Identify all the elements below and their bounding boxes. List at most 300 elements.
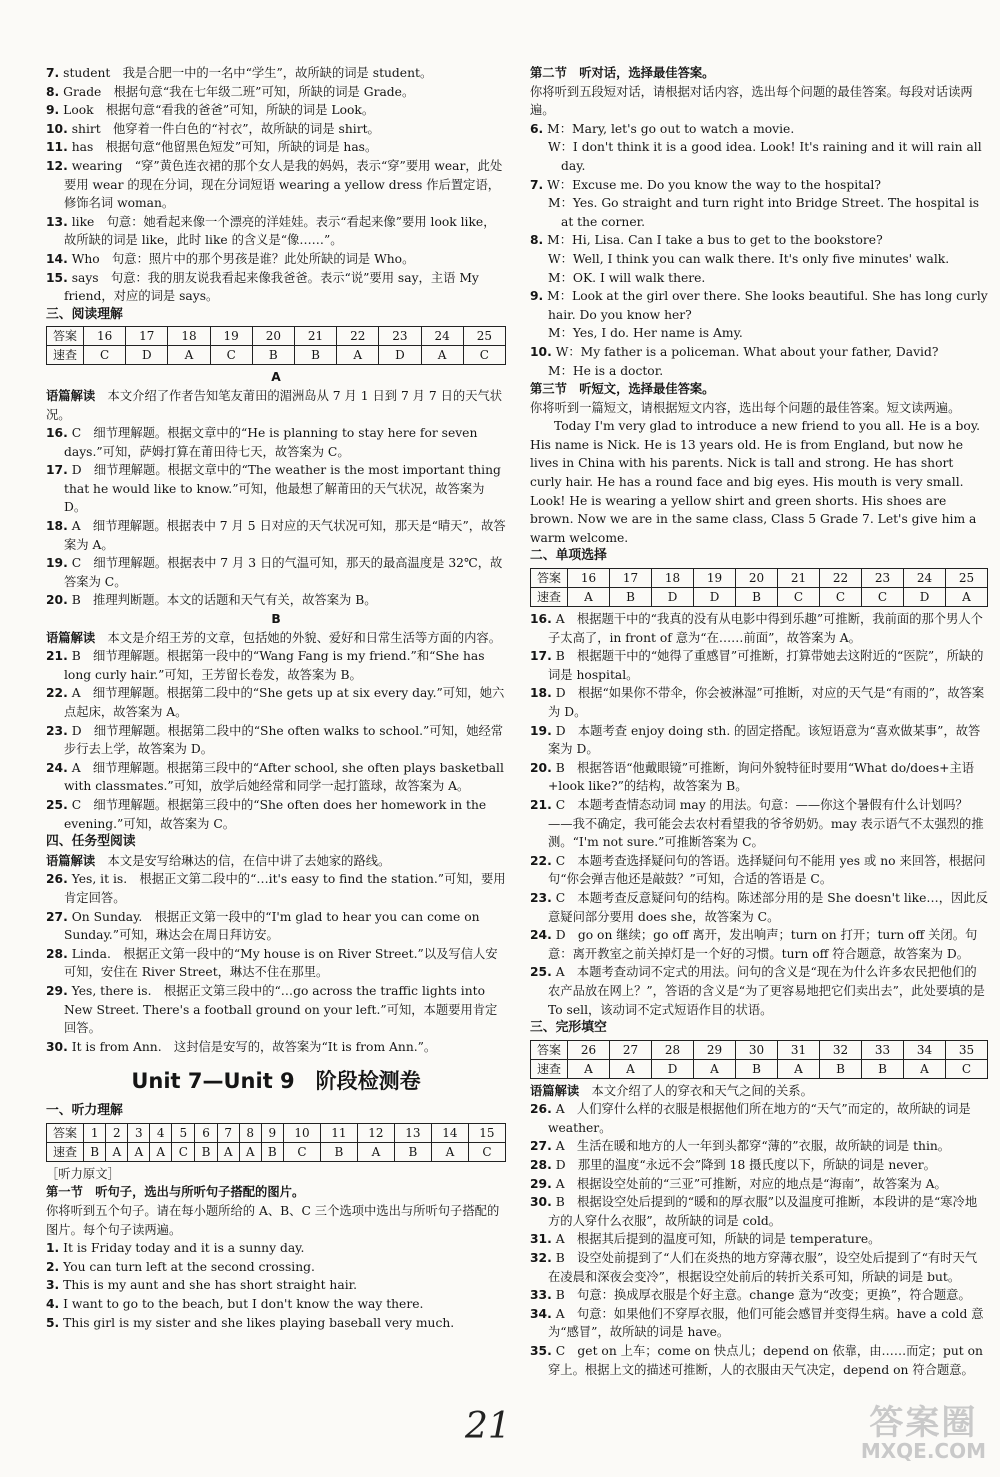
table-answer-cell: C: [778, 588, 820, 607]
answer-item: [46, 1038, 506, 1057]
passage-d-intro: 语篇解读 本文介绍了人的穿衣和天气之间的关系。: [530, 1083, 813, 1098]
left-column: [46, 64, 506, 1332]
unit-title: Unit 7—Unit 9 阶段检测卷: [131, 1069, 421, 1094]
answer-item-number: 22.: [530, 853, 552, 868]
table-number-cell: 6: [195, 1123, 217, 1142]
table-answer-cell: B: [610, 588, 652, 607]
dialogue-number: 9.: [530, 289, 544, 304]
answer-item-text: A 生活在暖和地方的人一年到头都穿“薄的”衣服，故所缺的词是 thin。: [555, 1139, 951, 1154]
dialogue-text: M：Yes, I do. Her name is Amy.: [548, 326, 743, 341]
table-number-cell: 23: [379, 327, 421, 346]
passage-c-intro: 语篇解读 本文是安写给琳达的信，在信中讲了去她家的路线。: [46, 853, 391, 868]
answer-item: [46, 101, 506, 120]
dialogue-number: 8.: [530, 233, 544, 248]
dialogue-line: [530, 269, 988, 288]
answer-item-number: 10.: [46, 121, 68, 136]
table-number-cell: 33: [862, 1040, 904, 1059]
part1-title: 第一节 听句子，选出与所听句子搭配的图片。: [46, 1185, 305, 1200]
passage-b-label: B: [271, 612, 281, 627]
answer-item-number: 14.: [46, 251, 68, 266]
answer-item: [530, 610, 988, 647]
table-answer-cell: A: [610, 1059, 652, 1078]
table-number-cell: 31: [778, 1040, 820, 1059]
answer-item: [530, 963, 988, 1019]
answer-item-number: 29.: [530, 1176, 552, 1191]
section-task-reading-title: 四、任务型阅读: [46, 834, 136, 850]
answer-item-number: 26.: [530, 1102, 552, 1117]
answer-item-text: A 根据设空处前的“三亚”可推断，对应的地点是“海南”，故答案为 A。: [555, 1176, 947, 1191]
table-answer-cell: B: [320, 1142, 357, 1161]
answer-item: [46, 64, 506, 83]
table-answer-cell: B: [261, 1142, 283, 1161]
answer-item-number: 7.: [46, 66, 60, 80]
dialogue-line: [530, 194, 988, 231]
answer-item-text: C 细节理解题。根据文章中的“He is planning to stay here for seven days.”可知，萨姆打算在莆田待七天，故答案为 C。: [64, 426, 478, 459]
sentence-item-text: It is Friday today and it is a sunny day.: [63, 1241, 305, 1256]
dialogue-text: W：My father is a policeman. What about your father, David?: [555, 344, 939, 359]
dialogue-number: 7.: [530, 177, 544, 192]
answer-item-text: wearing “穿”黄色连衣裙的那个女人是我的妈妈，表示“穿”要用 wear，此处要用 wear 的现在分词，现在分词短语 wearing a yellow dress 作后置定语，修饰名词 woman。: [64, 158, 503, 211]
table-number-cell: 22: [820, 569, 862, 588]
sentence-item: [46, 1314, 506, 1333]
answer-item-number: 26.: [46, 872, 68, 887]
table-answer-cell: C: [463, 346, 505, 365]
answer-item: [530, 796, 988, 852]
table-number-cell: 5: [172, 1123, 195, 1142]
table-answer-cell: D: [904, 588, 946, 607]
sentence-item-number: 1.: [46, 1241, 60, 1256]
cloze-answers: [530, 1100, 988, 1379]
answer-item-number: 30.: [46, 1039, 68, 1054]
dialogue-text: M：He is a doctor.: [548, 363, 664, 378]
answer-item-text: A 本题考查动词不定式的用法。问句的含义是“现在为什么许多农民把他们的农产品放在网上？”，答语的含义是“为了更容易地把它们卖出去”，此处要填的是 To sell，该动词不定式短语作目的状语。: [548, 965, 985, 1017]
table-answer-cell: D: [652, 588, 694, 607]
table-answer-cell: A: [357, 1142, 394, 1161]
table-answer-cell: A: [946, 588, 988, 607]
table-number-cell: 29: [694, 1040, 736, 1059]
table-number-cell: 16: [568, 569, 610, 588]
table-number-cell: 17: [610, 569, 652, 588]
answer-item-text: Who 句意：照片中的那个男孩是谁？此处所缺的词是 Who。: [71, 251, 415, 266]
answer-item-text: B 推理判断题。本文的话题和天气有关，故答案为 B。: [71, 593, 377, 608]
answer-item-number: 12.: [46, 158, 68, 173]
answer-item-text: C 细节理解题。根据表中 7 月 3 日的气温可知，那天的最高温度是 32℃，故答案为 C。: [64, 556, 503, 589]
answer-item-number: 24.: [46, 760, 68, 775]
table-answer-cell: A: [431, 1142, 468, 1161]
answer-item-text: A 根据其后提到的温度可知，所缺的词是 temperature。: [555, 1232, 881, 1247]
table-number-cell: 21: [294, 327, 336, 346]
answer-item-number: 27.: [530, 1139, 552, 1154]
answer-item: [530, 1249, 988, 1286]
answer-item-number: 23.: [46, 723, 68, 738]
table-number-cell: 23: [862, 569, 904, 588]
table-answer-cell: A: [778, 1059, 820, 1078]
answer-item-number: 25.: [530, 965, 552, 980]
section-listening-title: 一、听力理解: [46, 1103, 123, 1119]
table-number-cell: 20: [252, 327, 294, 346]
answer-item: [46, 213, 506, 250]
section-reading-title: 三、阅读理解: [46, 306, 123, 322]
dialogue-line: [530, 120, 988, 139]
answer-item: [530, 926, 988, 963]
part1-desc: 你将听到五个句子。请在每小题所给的 A、B、C 三个选项中选出与所听句子搭配的图片。每个句子读两遍。: [46, 1204, 500, 1237]
table-answer-cell: C: [84, 346, 126, 365]
table-number-cell: 25: [463, 327, 505, 346]
answer-item: [530, 1230, 988, 1249]
answer-item: [530, 1175, 988, 1194]
answer-item: [530, 722, 988, 759]
answer-item-text: A 人们穿什么样的衣服是根据他们所在地方的“天气”而定的，故所缺的词是 weather。: [548, 1102, 971, 1135]
answer-item-text: student 我是合肥一中的一名中“学生”，故所缺的词是 student。: [63, 66, 433, 80]
part3-title: 第三节 听短文，选择最佳答案。: [530, 382, 715, 397]
table-number-cell: 16: [84, 327, 126, 346]
answer-item-number: 31.: [530, 1232, 552, 1247]
sentence-item: [46, 1295, 506, 1314]
passage-a-answers: [46, 424, 506, 610]
answer-item: [46, 424, 506, 461]
table-answer-cell: A: [904, 1059, 946, 1078]
answer-item-text: Look 根据句意“看我的爸爸”可知，所缺的词是 Look。: [63, 103, 375, 118]
dialogue-text: M：Yes. Go straight and turn right into Bridge Street. The hospital is at the corner.: [548, 196, 980, 229]
answer-item: [530, 889, 988, 926]
answer-item-text: C 本题考查情态动词 may 的用法。句意：——你这个暑假有什么计划吗？——我不确定，我可能会去农村看望我的爷爷奶奶。may 表示语气不太强烈的推测。“I'm not sure.”可推断答案为 C。: [548, 797, 984, 850]
table-answer-cell: C: [172, 1142, 195, 1161]
answer-item-number: 20.: [530, 760, 552, 775]
table-number-cell: 19: [210, 327, 252, 346]
sentence-item-number: 3.: [46, 1278, 60, 1293]
answer-item: [530, 759, 988, 796]
answer-item-number: 30.: [530, 1195, 552, 1210]
listening-original-label: ［听力原文］: [46, 1166, 120, 1181]
table-header: 速查: [47, 346, 84, 365]
dialogue-line: [530, 231, 988, 250]
answer-item: [46, 684, 506, 721]
table-number-cell: 28: [652, 1040, 694, 1059]
answer-item-number: 22.: [46, 686, 68, 701]
answer-item-text: D 本题考查 enjoy doing sth. 的固定搭配。该短语意为“喜欢做某事”，故答案为 D。: [548, 723, 981, 757]
answer-item-number: 28.: [46, 946, 68, 961]
answer-item: [46, 461, 506, 517]
table-number-cell: 34: [904, 1040, 946, 1059]
table-answer-cell: B: [736, 1059, 778, 1078]
table-answer-cell: D: [379, 346, 421, 365]
table-answer-cell: D: [126, 346, 168, 365]
table-number-cell: 30: [736, 1040, 778, 1059]
answer-item-text: B 根据题干中的“她得了重感冒”可推断，打算带她去这附近的“医院”，所缺的词是 hospital。: [548, 649, 984, 682]
table-answer-cell: A: [150, 1142, 172, 1161]
answer-item-number: 8.: [46, 84, 60, 99]
table-answer-cell: B: [820, 1059, 862, 1078]
answer-item-text: Linda. 根据正文第一段中的“My house is on River Street.”以及写信人安可知，安住在 River Street，琳达不住在那里。: [64, 946, 498, 980]
table-answer-cell: B: [862, 1059, 904, 1078]
answer-item-text: C get on 上车；come on 快点儿；depend on 依靠，由……而定；put on 穿上。根据上文的描述可推断，人的衣服由天气决定，depend on 符合题意。: [548, 1344, 983, 1377]
answer-item-number: 23.: [530, 890, 552, 905]
table-header: 速查: [531, 588, 568, 607]
answer-item-text: A 细节理解题。根据表中 7 月 5 日对应的天气状况可知，那天是“晴天”，故答案为 A。: [64, 519, 506, 552]
answer-item: [46, 908, 506, 945]
answer-item-text: D go on 继续；go off 离开，发出响声；turn on 打开；turn off 关闭。句意：离开教室之前关掉灯是一个好的习惯。turn off 符合题意，故答案为 D。: [548, 928, 978, 961]
table-answer-cell: A: [337, 346, 379, 365]
answer-item-text: D 细节理解题。根据文章中的“The weather is the most important thing that he would like to know.”可知，他最想了解莆田的天气状况，故答案为 D。: [64, 463, 501, 515]
listening-sentences: [46, 1239, 506, 1332]
dialogue-text: M：Look at the girl over there. She looks beautiful. She has long curly hair. Do you know her?: [547, 289, 988, 322]
table-answer-cell: B: [84, 1142, 106, 1161]
table-answer-cell: A: [217, 1142, 239, 1161]
answer-item-text: Yes, there is. 根据正文第三段中的“…go across the traffic lights into New Street. There's a football ground on your left.”可知，本题要用肯定回答。: [64, 983, 498, 1036]
table-number-cell: 22: [337, 327, 379, 346]
table-header: 答案: [531, 1040, 568, 1059]
table-number-cell: 9: [261, 1123, 283, 1142]
dialogue-text: W：Well, I think you can walk there. It's only five minutes' walk.: [548, 251, 950, 266]
table-number-cell: 4: [150, 1123, 172, 1142]
listening-passage: Today I'm very glad to introduce a new friend to you all. He is a boy. His name is Nick. He is 13 years old. He is from England, but now he lives in China with his parents. Nick is tall and strong. He has short curly hair. He has a round face and big eyes. His mouth is very small. Look! He is wearing a yellow shirt and green shorts. His shoes are brown. Now we are in the same class, Class 5 Grade 7. Let's give him a warm welcome.: [530, 419, 981, 545]
answer-item-text: A 细节理解题。根据第二段中的“She gets up at six every day.”可知，她六点起床，故答案为 A。: [64, 686, 505, 719]
table-answer-cell: C: [468, 1142, 505, 1161]
sentence-item-number: 4.: [46, 1297, 60, 1312]
table-answer-cell: A: [568, 588, 610, 607]
dialogue-line: [530, 287, 988, 324]
answer-item: [46, 157, 506, 213]
table-number-cell: 21: [778, 569, 820, 588]
table-answer-cell: A: [694, 1059, 736, 1078]
table-number-cell: 12: [357, 1123, 394, 1142]
answer-item: [46, 517, 506, 554]
table-number-cell: 8: [239, 1123, 261, 1142]
dialogue-text: W：Excuse me. Do you know the way to the hospital?: [547, 177, 881, 192]
table-number-cell: 35: [946, 1040, 988, 1059]
table-number-cell: 14: [431, 1123, 468, 1142]
answer-item: [46, 982, 506, 1038]
passage-b-answers: [46, 647, 506, 833]
answer-item-number: 17.: [46, 463, 68, 478]
answer-item-number: 25.: [46, 797, 68, 812]
answer-item-number: 13.: [46, 214, 68, 229]
answer-item-number: 20.: [46, 593, 68, 608]
table-number-cell: 1: [84, 1123, 106, 1142]
table-answer-cell: C: [820, 588, 862, 607]
answer-item-text: B 句意：换成厚衣服是个好主意。change 意为“改变；更换”，符合题意。: [555, 1288, 971, 1303]
answer-item-number: 17.: [530, 649, 552, 664]
table-number-cell: 32: [820, 1040, 862, 1059]
answer-item-number: 21.: [530, 797, 552, 812]
table-answer-cell: A: [106, 1142, 128, 1161]
dialogue-number: 10.: [530, 344, 552, 359]
part2-title: 第二节 听对话，选择最佳答案。: [530, 66, 715, 80]
table-answer-cell: C: [210, 346, 252, 365]
table-number-cell: 26: [568, 1040, 610, 1059]
answer-item-text: B 根据答语“他戴眼镜”可推断，询问外貌特征时要用“What do/does+主语+look like?”的结构，故答案为 B。: [548, 760, 975, 794]
answer-item-number: 35.: [530, 1344, 552, 1358]
table-answer-cell: B: [736, 588, 778, 607]
answer-item: [46, 647, 506, 684]
answer-item-text: A 细节理解题。根据第三段中的“After school, she often plays basketball with classmates.”可知，放学后她经常和同学一起打篮球，故答案为 A。: [64, 760, 504, 794]
answer-item-text: B 细节理解题。根据第一段中的“Wang Fang is my friend.”和“She has long curly hair.”可知，王芳留长卷发，故答案为 B。: [64, 649, 485, 682]
table-number-cell: 17: [126, 327, 168, 346]
answer-item-number: 16.: [530, 612, 552, 627]
answer-item-text: It is from Ann. 这封信是安写的，故答案为“It is from Ann.”。: [71, 1039, 437, 1054]
answer-item: [46, 591, 506, 610]
right-column: [530, 64, 988, 1379]
table-number-cell: 11: [320, 1123, 357, 1142]
table-number-cell: 13: [394, 1123, 431, 1142]
answer-item-text: A 句意：如果他们不穿厚衣服，他们可能会感冒并变得生病。have a cold 意为“感冒”，故所缺的词是 have。: [548, 1306, 984, 1340]
answer-item-number: 11.: [46, 140, 68, 155]
part3-desc: 你将听到一篇短文，请根据短文内容，选出每个问题的最佳答案。短文读两遍。: [530, 400, 961, 415]
sentence-item-number: 2.: [46, 1259, 60, 1274]
dialogue-line: [530, 176, 988, 195]
answer-item: [530, 1100, 988, 1137]
table-number-cell: 24: [904, 569, 946, 588]
answer-item-text: C 本题考查反意疑问句的结构。陈述部分用的是 She doesn't like…，因此反意疑问部分要用 does she，故答案为 C。: [548, 890, 988, 924]
answer-item-number: 9.: [46, 103, 60, 118]
answer-item: [46, 796, 506, 833]
table-header: 答案: [47, 327, 84, 346]
table-number-cell: 2: [106, 1123, 128, 1142]
answer-item-text: D 根据“如果你不带伞，你会被淋湿”可推断，对应的天气是“有雨的”，故答案为 D。: [548, 686, 985, 719]
section-single-choice-title: 二、单项选择: [530, 548, 607, 564]
answer-item: [530, 1286, 988, 1305]
answer-item-text: shirt 他穿着一件白色的“衬衣”，故所缺的词是 shirt。: [71, 121, 380, 136]
table-number-cell: 19: [694, 569, 736, 588]
answer-item: [530, 1193, 988, 1230]
table-header: 答案: [531, 569, 568, 588]
answer-item: [46, 722, 506, 759]
answer-item-text: says 句意：我的朋友说我看起来像我爸爸。表示“说”要用 say，主语 My friend，对应的词是 says。: [64, 270, 479, 304]
answer-item-text: B 设空处前提到了“人们在炎热的地方穿薄衣服”，设空处后提到了“有时天气在凌晨和深夜会变冷”，根据设空处前后的转折关系可知，所缺的词是 but。: [548, 1251, 978, 1284]
grammar-answers: [46, 64, 506, 306]
answer-item: [530, 647, 988, 684]
table-answer-cell: B: [394, 1142, 431, 1161]
sentence-item-text: I want to go to the beach, but I don't know the way there.: [63, 1297, 424, 1312]
answer-item-number: 15.: [46, 270, 68, 285]
answer-item-number: 21.: [46, 649, 68, 664]
answer-item-text: A 根据题干中的“我真的没有从电影中得到乐趣”可推断，我前面的那个男人个子太高了，in front of 意为“在……前面”，故答案为 A。: [548, 612, 983, 645]
answer-item-text: D 那里的温度“永远不会”降到 18 摄氏度以下，所缺的词是 never。: [555, 1158, 936, 1173]
dialogue-text: M：OK. I will walk there.: [548, 270, 706, 285]
answer-item: [46, 83, 506, 102]
answer-item-text: Grade 根据句意“我在七年级二班”可知，所缺的词是 Grade。: [63, 84, 415, 99]
table-number-cell: 27: [610, 1040, 652, 1059]
part2-desc: 你将听到五段短对话，请根据对话内容，选出每个问题的最佳答案。每段对话读两遍。: [530, 84, 973, 118]
sentence-item: [46, 1276, 506, 1295]
answer-item: [46, 759, 506, 796]
answer-item: [530, 1156, 988, 1175]
answer-item-number: 27.: [46, 909, 68, 924]
answer-item-text: has 根据句意“他留黑色短发”可知，所缺的词是 has。: [71, 140, 378, 155]
answer-item-number: 28.: [530, 1158, 552, 1173]
dialogue-line: [530, 343, 988, 362]
answer-item: [46, 554, 506, 591]
answer-table-cloze: [530, 1040, 988, 1079]
answer-item-text: B 根据设空处后提到的“暖和的厚衣服”以及温度可推断，本段讲的是“寒冷地方的人穿什么衣服”，故所缺的词是 cold。: [548, 1195, 978, 1228]
sentence-item: [46, 1258, 506, 1277]
sentence-item-text: You can turn left at the second crossing.: [63, 1259, 315, 1274]
sentence-item: [46, 1239, 506, 1258]
table-answer-cell: A: [421, 346, 463, 365]
dialogue-text: M：Mary, let's go out to watch a movie.: [547, 121, 795, 136]
answer-item-text: D 细节理解题。根据第二段中的“She often walks to school.”可知，她经常步行去上学，故答案为 D。: [64, 723, 504, 757]
answer-item-number: 32.: [530, 1251, 552, 1266]
answer-table-reading: [46, 326, 506, 365]
dialogue-line: [530, 362, 988, 381]
table-answer-cell: B: [294, 346, 336, 365]
passage-c-answers: [46, 870, 506, 1056]
table-header: 答案: [47, 1123, 84, 1142]
answer-item: [530, 684, 988, 721]
table-answer-cell: A: [568, 1059, 610, 1078]
answer-item-number: 19.: [530, 723, 552, 738]
answer-item: [46, 138, 506, 157]
answer-item-number: 18.: [530, 686, 552, 701]
sentence-item-number: 5.: [46, 1315, 60, 1330]
sentence-item-text: This girl is my sister and she likes playing baseball very much.: [63, 1315, 455, 1330]
answer-item-number: 18.: [46, 519, 68, 534]
table-answer-cell: B: [195, 1142, 217, 1161]
table-answer-cell: A: [128, 1142, 150, 1161]
answer-item-text: On Sunday. 根据正文第一段中的“I'm glad to hear you can come on Sunday.”可知，琳达会在周日拜访安。: [64, 909, 480, 943]
answer-item-number: 33.: [530, 1288, 552, 1303]
passage-a-intro: 语篇解读 本文介绍了作者告知笔友莆田的湄洲岛从 7 月 1 日到 7 月 7 日的天气状况。: [46, 388, 503, 422]
table-answer-cell: D: [694, 588, 736, 607]
table-number-cell: 3: [128, 1123, 150, 1142]
answer-item: [530, 1305, 988, 1342]
watermark-logo: 答案圈 MXQE.COM: [860, 1403, 986, 1463]
table-header: 速查: [47, 1142, 84, 1161]
answer-item-number: 29.: [46, 983, 68, 998]
table-number-cell: 18: [652, 569, 694, 588]
answer-item: [46, 250, 506, 269]
answer-table-listening: [46, 1123, 506, 1162]
table-number-cell: 10: [283, 1123, 320, 1142]
table-number-cell: 24: [421, 327, 463, 346]
table-answer-cell: A: [168, 346, 210, 365]
passage-a-label: A: [271, 370, 281, 385]
table-number-cell: 20: [736, 569, 778, 588]
section-cloze-title: 三、完形填空: [530, 1020, 607, 1036]
answer-item: [46, 120, 506, 139]
table-answer-cell: B: [252, 346, 294, 365]
answer-table-single-choice: [530, 568, 988, 607]
answer-item: [46, 945, 506, 982]
answer-item: [530, 852, 988, 889]
answer-item-text: C 本题考查选择疑问句的答语。选择疑问句不能用 yes 或 no 来回答，根据问句“你会弹吉他还是敲鼓？”可知，合适的答语是 C。: [548, 853, 986, 887]
page-number: 21: [465, 1406, 511, 1447]
table-number-cell: 25: [946, 569, 988, 588]
dialogue-number: 6.: [530, 121, 544, 136]
answer-item-number: 16.: [46, 426, 68, 441]
dialogue-line: [530, 250, 988, 269]
answer-item: [46, 870, 506, 907]
dialogues: [530, 120, 988, 380]
table-answer-cell: D: [652, 1059, 694, 1078]
table-number-cell: 15: [468, 1123, 505, 1142]
table-number-cell: 18: [168, 327, 210, 346]
dialogue-text: W：I don't think it is a good idea. Look! It's raining and it will rain all day.: [548, 140, 982, 173]
single-choice-answers: [530, 610, 988, 1019]
dialogue-line: [530, 138, 988, 175]
table-answer-cell: C: [283, 1142, 320, 1161]
table-answer-cell: C: [946, 1059, 988, 1078]
answer-item: [46, 269, 506, 306]
table-header: 速查: [531, 1059, 568, 1078]
answer-item-text: C 细节理解题。根据第三段中的“She often does her homework in the evening.”可知，故答案为 C。: [64, 797, 487, 831]
answer-item-text: like 句意：她看起来像一个漂亮的洋娃娃。表示“看起来像”要用 look like，故所缺的词是 like，此时 like 的含义是“像……”。: [64, 214, 496, 248]
sentence-item-text: This is my aunt and she has short straight hair.: [63, 1278, 358, 1293]
table-answer-cell: C: [862, 588, 904, 607]
dialogue-text: M：Hi, Lisa. Can I take a bus to get to the bookstore?: [547, 233, 883, 248]
answer-item: [530, 1137, 988, 1156]
answer-item-number: 34.: [530, 1306, 552, 1321]
